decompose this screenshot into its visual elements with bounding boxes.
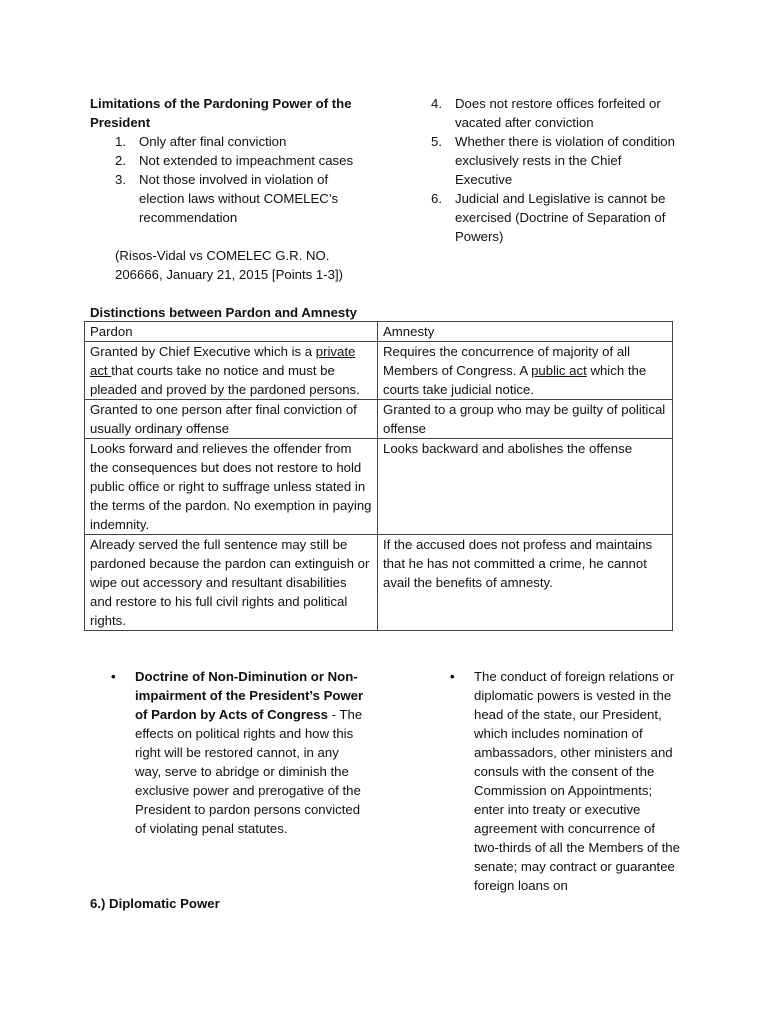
table-row xyxy=(85,439,673,535)
table-row xyxy=(85,535,673,631)
limitations-list-right xyxy=(431,94,681,246)
private-act-term: private act xyxy=(90,344,356,378)
table-cell-amnesty: Requires the concurrence of majority of all Members of Congress. A public act which the courts take judicial notice. xyxy=(378,342,673,400)
header-pardon: Pardon xyxy=(85,322,378,342)
list-item: 3. Not those involved in violation of election laws without COMELEC’s recommendation xyxy=(115,172,339,225)
bullet-icon: • xyxy=(450,669,455,684)
list-item: 6. Judicial and Legislative is cannot be exercised (Doctrine of Separation of Powers) xyxy=(431,191,666,244)
list-item: 2. Not extended to impeachment cases xyxy=(115,153,354,168)
table-cell-pardon: Granted by Chief Executive which is a private act that courts take no notice and must be pleaded and proved by the pardoned persons. xyxy=(85,342,378,400)
doctrine-title: Doctrine of Non-Diminution or Non-impairment of the President’s Power of Pardon by Acts of Congress xyxy=(135,669,364,722)
list-item: 5. Whether there is violation of condition exclusively rests in the Chief Executive xyxy=(431,134,675,187)
bullet-list-left xyxy=(111,667,367,838)
bullet-icon: • xyxy=(111,669,116,684)
table-cell-pardon: Already served the full sentence may still be pardoned because the pardon can extinguish or wipe out accessory and resultant disabilities and restore to his full civil rights and political rights. xyxy=(85,535,378,631)
table-row xyxy=(85,400,673,439)
section-heading-diplomatic-power: 6.) Diplomatic Power xyxy=(90,896,220,911)
distinctions-heading: Distinctions between Pardon and Amnesty xyxy=(90,305,357,320)
list-item: • The conduct of foreign relations or diplomatic powers is vested in the head of the state, our President, which includes nomination of ambassadors, other ministers and consuls with the consent of the Commission on Appointments; enter into treaty or executive agreement with concurrence of two-thirds of all the Members of the senate; may contract or guarantee foreign loans on xyxy=(450,669,680,893)
table-cell-amnesty: Looks backward and abolishes the offense xyxy=(378,439,673,535)
list-item: 4. Does not restore offices forfeited or vacated after conviction xyxy=(431,96,661,130)
list-item: 1. Only after final conviction xyxy=(115,134,287,149)
table-row xyxy=(85,342,673,400)
table-cell-pardon: Granted to one person after final conviction of usually ordinary offense xyxy=(85,400,378,439)
table-cell-amnesty: If the accused does not profess and maintains that he has not committed a crime, he cannot avail the benefits of amnesty. xyxy=(378,535,673,631)
public-act-term: public act xyxy=(531,363,587,378)
table-cell-amnesty: Granted to a group who may be guilty of political offense xyxy=(378,400,673,439)
bullet-list-right xyxy=(450,667,682,895)
table-header-row xyxy=(85,322,673,342)
table-cell-pardon: Looks forward and relieves the offender from the consequences but does not restore to hold public office or right to suffrage unless stated in the terms of the pardon. No exemption in paying indemnity. xyxy=(85,439,378,535)
header-amnesty: Amnesty xyxy=(378,322,673,342)
citation: (Risos-Vidal vs COMELEC G.R. NO. 206666, January 21, 2015 [Points 1-3]) xyxy=(115,248,344,282)
limitations-heading: Limitations of the Pardoning Power of the President xyxy=(90,96,352,130)
list-item: • Doctrine of Non-Diminution or Non-impairment of the President’s Power of Pardon by Acts of Congress - The effects on political rights and how this right will be restored cannot, in any way, serve to abridge or diminish the exclusive power and prerogative of the President to pardon persons convicted of violating penal statutes. xyxy=(111,669,364,836)
limitations-list-left xyxy=(115,132,355,227)
distinctions-table xyxy=(84,321,673,631)
